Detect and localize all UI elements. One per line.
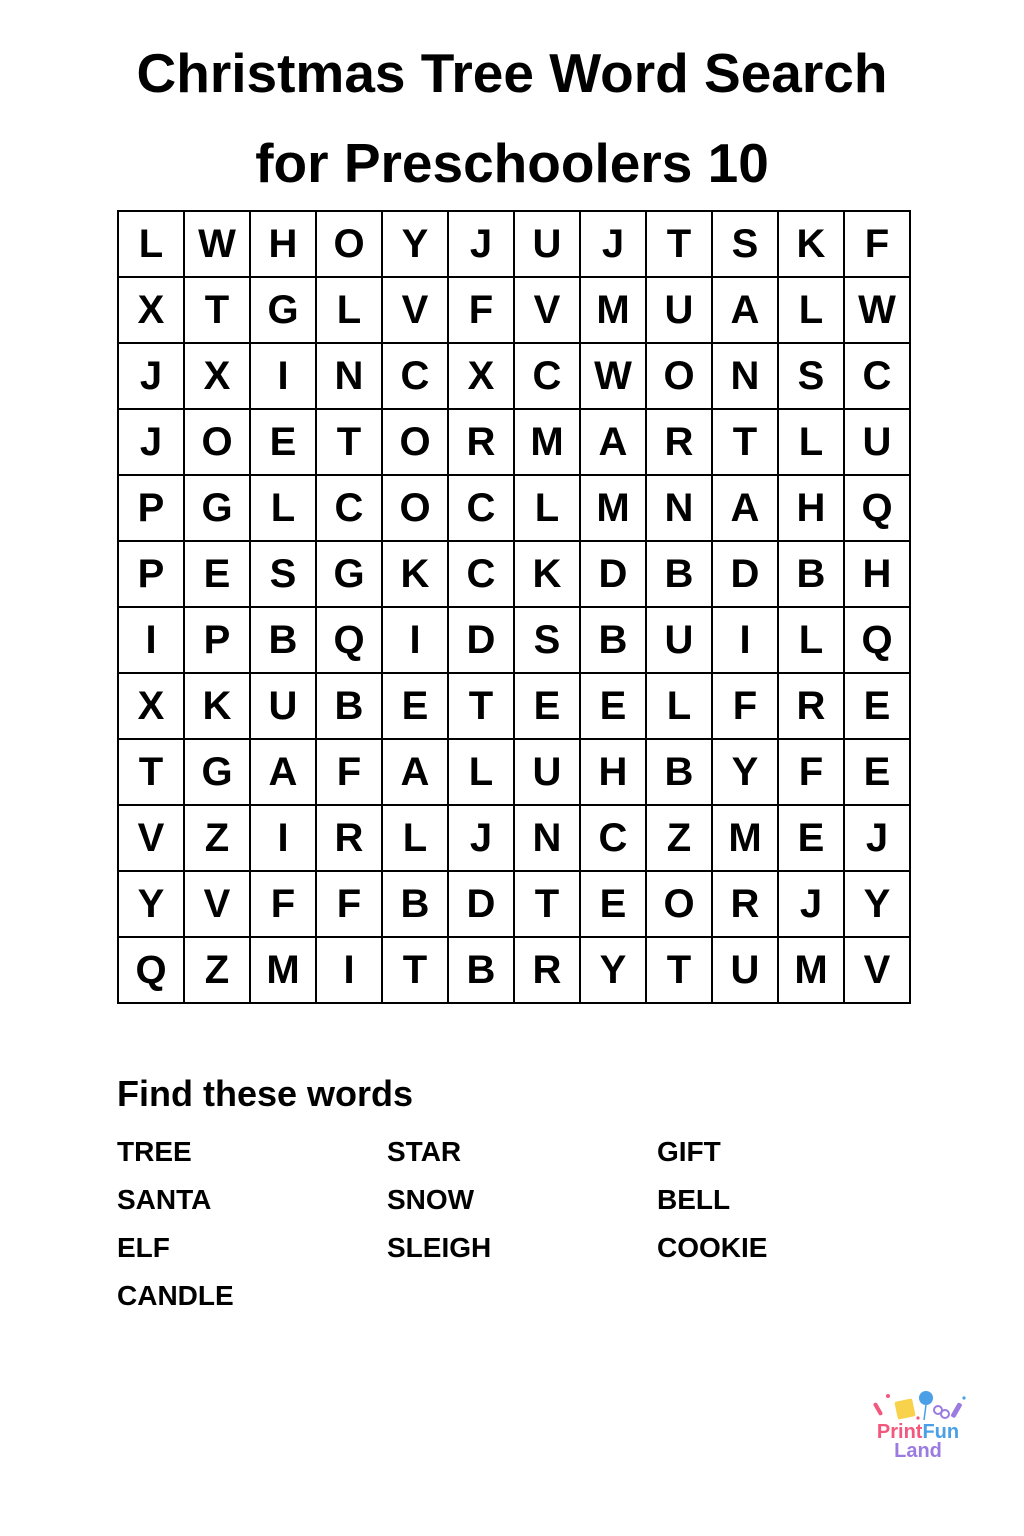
grid-cell: U xyxy=(844,409,910,475)
grid-cell: U xyxy=(514,739,580,805)
grid-cell: O xyxy=(646,343,712,409)
grid-cell: D xyxy=(448,607,514,673)
grid-cell: W xyxy=(184,211,250,277)
grid-cell: Y xyxy=(712,739,778,805)
grid-row xyxy=(118,409,910,475)
grid-cell: O xyxy=(316,211,382,277)
grid-cell: T xyxy=(316,409,382,475)
word-list-item: COOKIE xyxy=(657,1232,768,1263)
word-search-grid xyxy=(117,210,911,1004)
grid-row xyxy=(118,871,910,937)
printfunland-logo xyxy=(866,1390,976,1470)
grid-cell: T xyxy=(712,409,778,475)
grid-cell: L xyxy=(778,607,844,673)
grid-cell: H xyxy=(580,739,646,805)
grid-cell: W xyxy=(844,277,910,343)
title-line-2: for Preschoolers 10 xyxy=(255,132,769,194)
grid-cell: T xyxy=(514,871,580,937)
grid-cell: Z xyxy=(184,805,250,871)
grid-cell: T xyxy=(646,211,712,277)
grid-cell: X xyxy=(448,343,514,409)
grid-cell: G xyxy=(250,277,316,343)
grid-cell: E xyxy=(250,409,316,475)
grid-cell: I xyxy=(382,607,448,673)
grid-cell: Q xyxy=(844,475,910,541)
grid-cell: O xyxy=(382,409,448,475)
grid-cell: C xyxy=(514,343,580,409)
grid-cell: I xyxy=(316,937,382,1003)
grid-cell: Y xyxy=(844,871,910,937)
logo-text-line-1 xyxy=(866,1422,970,1442)
grid-cell: D xyxy=(448,871,514,937)
grid-cell: T xyxy=(118,739,184,805)
grid-cell: V xyxy=(844,937,910,1003)
grid-cell: A xyxy=(382,739,448,805)
grid-cell: U xyxy=(646,277,712,343)
grid-cell: E xyxy=(580,673,646,739)
grid-cell: C xyxy=(580,805,646,871)
word-list-item: SLEIGH xyxy=(387,1232,492,1263)
grid-cell: J xyxy=(448,211,514,277)
grid-cell: Y xyxy=(580,937,646,1003)
grid-cell: B xyxy=(646,739,712,805)
grid-cell: Q xyxy=(316,607,382,673)
grid-row xyxy=(118,541,910,607)
grid-cell: S xyxy=(712,211,778,277)
grid-cell: O xyxy=(646,871,712,937)
grid-cell: L xyxy=(778,277,844,343)
grid-cell: R xyxy=(646,409,712,475)
grid-cell: L xyxy=(646,673,712,739)
grid-cell: R xyxy=(316,805,382,871)
grid-cell: C xyxy=(316,475,382,541)
grid-cell: F xyxy=(712,673,778,739)
grid-cell: V xyxy=(118,805,184,871)
grid-cell: L xyxy=(118,211,184,277)
grid-cell: F xyxy=(316,871,382,937)
grid-cell: G xyxy=(316,541,382,607)
grid-cell: U xyxy=(250,673,316,739)
grid-cell: V xyxy=(382,277,448,343)
grid-cell: F xyxy=(250,871,316,937)
grid-cell: M xyxy=(514,409,580,475)
grid-cell: L xyxy=(250,475,316,541)
grid-cell: N xyxy=(514,805,580,871)
grid-cell: X xyxy=(118,277,184,343)
grid-cell: B xyxy=(448,937,514,1003)
grid-cell: I xyxy=(712,607,778,673)
grid-cell: H xyxy=(250,211,316,277)
grid-cell: E xyxy=(382,673,448,739)
grid-cell: R xyxy=(778,673,844,739)
word-list-item: TREE xyxy=(117,1136,192,1167)
grid-cell: J xyxy=(844,805,910,871)
grid-cell: C xyxy=(844,343,910,409)
grid-cell: L xyxy=(778,409,844,475)
grid-cell: O xyxy=(382,475,448,541)
title-line-1: Christmas Tree Word Search xyxy=(136,42,888,104)
grid-cell: H xyxy=(778,475,844,541)
grid-cell: A xyxy=(250,739,316,805)
grid-cell: A xyxy=(712,475,778,541)
grid-cell: Q xyxy=(118,937,184,1003)
word-list-item: BELL xyxy=(657,1184,731,1215)
word-list-item: CANDLE xyxy=(117,1280,234,1311)
grid-row xyxy=(118,211,910,277)
grid-row xyxy=(118,937,910,1003)
grid-cell: C xyxy=(382,343,448,409)
grid-cell: O xyxy=(184,409,250,475)
grid-cell: K xyxy=(382,541,448,607)
grid-cell: Z xyxy=(184,937,250,1003)
grid-cell: B xyxy=(382,871,448,937)
grid-cell: M xyxy=(250,937,316,1003)
grid-cell: V xyxy=(514,277,580,343)
grid-row xyxy=(118,805,910,871)
grid-cell: M xyxy=(712,805,778,871)
grid-cell: K xyxy=(514,541,580,607)
grid-row xyxy=(118,277,910,343)
grid-cell: R xyxy=(514,937,580,1003)
grid-cell: J xyxy=(118,409,184,475)
grid-cell: A xyxy=(712,277,778,343)
grid-cell: M xyxy=(580,475,646,541)
grid-cell: Q xyxy=(844,607,910,673)
grid-cell: V xyxy=(184,871,250,937)
grid-cell: J xyxy=(118,343,184,409)
word-list xyxy=(117,1128,927,1320)
grid-cell: Y xyxy=(382,211,448,277)
grid-cell: L xyxy=(448,739,514,805)
grid-cell: I xyxy=(118,607,184,673)
grid-cell: B xyxy=(580,607,646,673)
grid-cell: E xyxy=(580,871,646,937)
grid-cell: A xyxy=(580,409,646,475)
grid-cell: D xyxy=(712,541,778,607)
grid-cell: X xyxy=(118,673,184,739)
grid-cell: T xyxy=(382,937,448,1003)
grid-cell: T xyxy=(646,937,712,1003)
grid-cell: P xyxy=(118,475,184,541)
grid-cell: B xyxy=(250,607,316,673)
grid-cell: R xyxy=(712,871,778,937)
grid-cell: E xyxy=(844,673,910,739)
grid-cell: B xyxy=(646,541,712,607)
grid-cell: E xyxy=(514,673,580,739)
grid-cell: U xyxy=(712,937,778,1003)
word-list-item: STAR xyxy=(387,1136,462,1167)
grid-row xyxy=(118,607,910,673)
grid-cell: Z xyxy=(646,805,712,871)
grid-cell: L xyxy=(316,277,382,343)
grid-cell: S xyxy=(514,607,580,673)
word-list-item: SANTA xyxy=(117,1184,212,1215)
grid-cell: I xyxy=(250,805,316,871)
logo-word-print: Print xyxy=(876,1421,923,1443)
grid-row xyxy=(118,673,910,739)
grid-cell: M xyxy=(778,937,844,1003)
grid-cell: H xyxy=(844,541,910,607)
grid-cell: U xyxy=(646,607,712,673)
grid-cell: S xyxy=(778,343,844,409)
grid-row xyxy=(118,475,910,541)
word-list-item: GIFT xyxy=(657,1136,721,1167)
grid-cell: T xyxy=(448,673,514,739)
worksheet-title xyxy=(0,28,1024,208)
grid-cell: J xyxy=(580,211,646,277)
grid-cell: G xyxy=(184,475,250,541)
grid-cell: P xyxy=(184,607,250,673)
grid-cell: J xyxy=(448,805,514,871)
logo-word-fun: Fun xyxy=(922,1421,960,1443)
grid-cell: L xyxy=(514,475,580,541)
grid-cell: F xyxy=(844,211,910,277)
grid-cell: I xyxy=(250,343,316,409)
grid-cell: F xyxy=(316,739,382,805)
grid-body xyxy=(118,211,910,1003)
grid-cell: U xyxy=(514,211,580,277)
grid-cell: Y xyxy=(118,871,184,937)
grid-cell: K xyxy=(778,211,844,277)
grid-cell: M xyxy=(580,277,646,343)
grid-cell: G xyxy=(184,739,250,805)
grid-cell: X xyxy=(184,343,250,409)
grid-cell: N xyxy=(712,343,778,409)
grid-cell: E xyxy=(184,541,250,607)
grid-cell: F xyxy=(448,277,514,343)
find-words-heading: Find these words xyxy=(117,1073,414,1114)
grid-row xyxy=(118,739,910,805)
grid-cell: F xyxy=(778,739,844,805)
grid-cell: B xyxy=(316,673,382,739)
grid-cell: L xyxy=(382,805,448,871)
grid-cell: C xyxy=(448,475,514,541)
grid-cell: N xyxy=(646,475,712,541)
grid-cell: R xyxy=(448,409,514,475)
grid-cell: D xyxy=(580,541,646,607)
grid-cell: N xyxy=(316,343,382,409)
grid-row xyxy=(118,343,910,409)
word-list-item: ELF xyxy=(117,1232,170,1263)
grid-cell: S xyxy=(250,541,316,607)
grid-cell: B xyxy=(778,541,844,607)
logo-word-land: Land xyxy=(894,1440,942,1462)
grid-cell: W xyxy=(580,343,646,409)
grid-cell: C xyxy=(448,541,514,607)
grid-cell: J xyxy=(778,871,844,937)
grid-cell: E xyxy=(778,805,844,871)
grid-cell: T xyxy=(184,277,250,343)
grid-cell: K xyxy=(184,673,250,739)
grid-cell: P xyxy=(118,541,184,607)
grid-cell: E xyxy=(844,739,910,805)
word-list-item: SNOW xyxy=(387,1184,475,1215)
